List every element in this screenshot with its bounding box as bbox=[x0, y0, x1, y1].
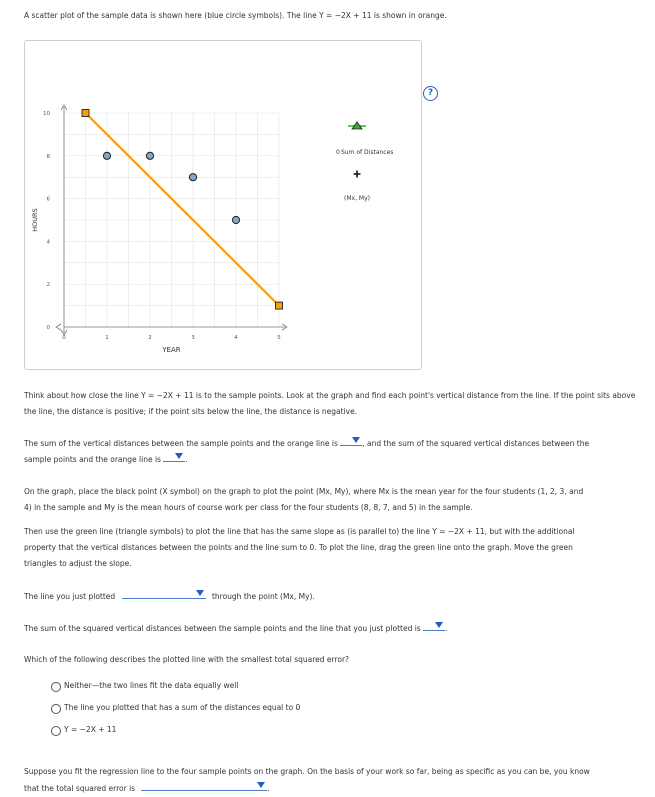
mean-point-instruction-2: 4) in the sample and My is the mean hours of course work per class for the four students (8, 8, 7, and 5) in the sample. bbox=[24, 503, 473, 512]
x-axis-label: YEAR bbox=[162, 346, 181, 354]
x-tick-label: 2 bbox=[148, 335, 152, 341]
mean-point-label: (Mx, My) bbox=[344, 195, 370, 202]
chart-grid bbox=[64, 113, 279, 327]
green-line-instruction-3: triangles to adjust the slope. bbox=[24, 559, 132, 568]
x-tick-label: 0 bbox=[62, 335, 66, 341]
help-button[interactable]: ? bbox=[423, 86, 438, 101]
sample-point bbox=[103, 152, 110, 159]
dropdown-arrow-icon bbox=[435, 622, 443, 628]
mean-point-cross-icon[interactable] bbox=[354, 171, 361, 178]
final-sentence-1: Suppose you fit the regression line to the four sample points on the graph. On the basis of your work so far, being as specific as you can be, you know bbox=[24, 767, 590, 776]
orange-line-handle[interactable] bbox=[276, 302, 283, 309]
chart-legend[interactable] bbox=[336, 122, 393, 202]
squared-text-2: . bbox=[445, 624, 448, 633]
option-label-orange-line[interactable]: Y = −2X + 11 bbox=[64, 725, 117, 734]
intro-text: A scatter plot of the sample data is shown here (blue circle symbols). The line Y = −2X + 11 is shown in orange. bbox=[24, 11, 447, 20]
chart-marks[interactable] bbox=[82, 110, 283, 310]
x-axis-left-arrow-icon bbox=[56, 324, 61, 330]
scatter-chart[interactable] bbox=[24, 40, 420, 368]
final-sentence-2 bbox=[24, 780, 270, 797]
sum-text-1: The sum of the vertical distances between the sample points and the orange line is bbox=[24, 439, 338, 448]
plotted-text-2: through the point (Mx, My). bbox=[211, 592, 315, 601]
orange-line-handle[interactable] bbox=[82, 110, 89, 117]
x-tick-label: 3 bbox=[191, 335, 195, 341]
dropdown-arrow-icon bbox=[196, 590, 204, 596]
x-tick-label: 4 bbox=[234, 335, 238, 341]
sum-distances-label: Sum of Distances bbox=[341, 149, 394, 156]
plotted-line-sentence bbox=[24, 588, 315, 605]
sample-point bbox=[146, 152, 153, 159]
y-tick-label: 2 bbox=[46, 282, 50, 289]
final-end: . bbox=[267, 784, 270, 793]
option-label-plotted-line[interactable]: The line you plotted that has a sum of the distances equal to 0 bbox=[64, 703, 301, 712]
sum-distances-dropdown[interactable] bbox=[340, 435, 362, 446]
y-tick-label: 0 bbox=[46, 325, 50, 331]
y-axis-label: HOURS bbox=[31, 208, 39, 232]
squared-distances-dropdown[interactable] bbox=[423, 620, 448, 633]
option-radio-plotted-line[interactable] bbox=[51, 704, 61, 714]
sum-text-2: , and the sum of the squared vertical distances between the bbox=[362, 439, 590, 448]
y-tick-label: 8 bbox=[46, 153, 50, 160]
option-label-neither[interactable]: Neither—the two lines fit the data equally well bbox=[64, 681, 239, 690]
plotted-text-1: The line you just plotted bbox=[24, 592, 116, 601]
chart-ticks bbox=[31, 111, 281, 354]
sum-squared-dropdown[interactable] bbox=[163, 451, 188, 464]
squared-distances-sentence bbox=[24, 620, 447, 637]
sum-distances-value: 0 bbox=[336, 149, 340, 156]
y-tick-label: 6 bbox=[46, 196, 50, 203]
option-radio-orange-line[interactable] bbox=[51, 726, 61, 736]
dropdown-arrow-icon bbox=[352, 437, 360, 443]
x-tick-label: 1 bbox=[105, 335, 109, 341]
total-error-dropdown[interactable] bbox=[141, 780, 270, 793]
sum-squared-sentence bbox=[24, 451, 188, 468]
squared-text-1: The sum of the squared vertical distances between the sample points and the line that you just plotted is bbox=[24, 624, 421, 633]
sample-point bbox=[189, 174, 196, 181]
dropdown-arrow-icon bbox=[257, 782, 265, 788]
sum-distances-sentence bbox=[24, 435, 644, 452]
mean-point-instruction-1: On the graph, place the black point (X symbol) on the graph to plot the point (Mx, My), where Mx is the mean year for the four students (1, 2, 3, and bbox=[24, 487, 584, 496]
green-line-instruction-2: property that the vertical distances between the points and the line sum to 0. To plot the line, drag the green line onto the graph. Move the green bbox=[24, 543, 573, 552]
dropdown-arrow-icon bbox=[175, 453, 183, 459]
sum-text-3: sample points and the orange line is bbox=[24, 455, 161, 464]
sample-point bbox=[232, 216, 239, 223]
y-tick-label: 10 bbox=[43, 111, 50, 117]
orange-line bbox=[86, 113, 280, 306]
x-tick-label: 5 bbox=[277, 335, 281, 341]
question-text: Which of the following describes the plotted line with the smallest total squared error? bbox=[24, 655, 350, 664]
green-line-instruction-1: Then use the green line (triangle symbols) to plot the line that has the same slope as (is parallel to) the line Y = −2X + 11, but with the additional bbox=[24, 527, 575, 536]
sum-text-4: . bbox=[185, 455, 188, 464]
y-tick-label: 4 bbox=[46, 239, 50, 246]
instructions-paragraph: Think about how close the line Y = −2X + 11 is to the sample points. Look at the graph and find each point's vertical distance from the line. If the point sits above the line, the distance is positive; if the point sits below the line, the distance is negative. bbox=[24, 391, 636, 416]
option-radio-neither[interactable] bbox=[51, 682, 61, 692]
plotted-line-dropdown[interactable] bbox=[122, 588, 206, 599]
final-text: that the total squared error is bbox=[24, 784, 136, 793]
